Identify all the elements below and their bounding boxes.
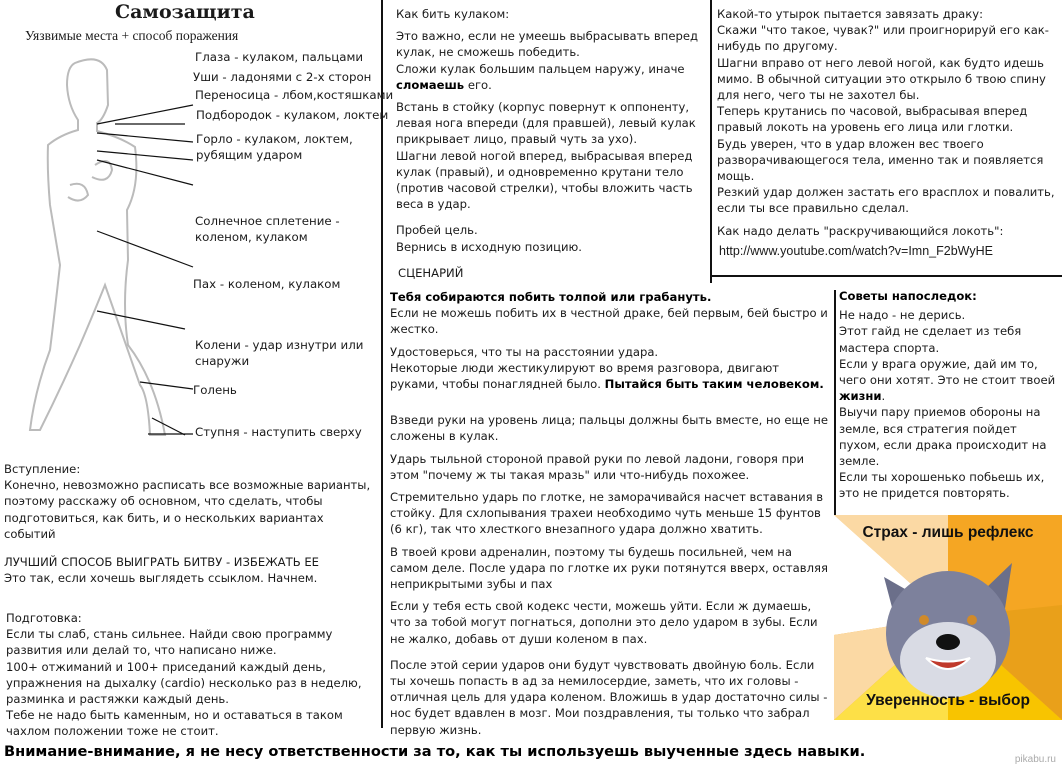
punch-section [396,6,702,281]
video-label: Как надо делать "раскручивающийся локоть": [717,223,1004,238]
watermark: pikabu.ru [1014,754,1056,765]
scenario-text: После этой серии ударов они будут чувствовать двойную боль. Если ты хочешь попасть в ад за немилосердие, заметь, что их головы - отличная цель для удара коленом. Вложишь в удар достаточно силы - нос будет вдавлен в мозг. Мои поздравления, ты только что забрал первую жизнь. [390,657,828,737]
section-divider [712,275,1062,277]
courage-wolf-meme [834,515,1062,720]
heading-text: Советы напоследок: [839,289,977,303]
video-link[interactable]: http://www.youtube.com/watch?v=Imn_F2bWyHE [719,243,993,258]
tips-heading [839,288,1061,304]
label-line: коленом, кулаком [195,230,308,244]
target-label-throat [196,131,353,163]
punk-line: Какой-то утырок пытается завязать драку: [717,7,983,21]
tip: Если ты хорошенько побьешь их, это не придется повторять. [839,470,1045,501]
punch-heading: Как бить кулаком: [396,7,510,21]
punch-text: Пробей цель. [396,223,478,238]
text: Если у врага оружие, дай им то, чего они хотят. Это не стоит твоей [839,356,1056,388]
punch-text: Вернись в исходную позицию. [396,239,582,254]
intro-section [4,461,374,586]
punk-line: Резкий удар должен застать его врасплох и повалить, если ты все правильно сделал. [717,185,1055,216]
tip: Не надо - не дерись. [839,308,966,323]
punch-text: Шагни левой ногой вперед, выбрасывая вперед кулак (правый), и одновременно крутани тело (против часовой стрелки), чтобы вложить часть веса в удар. [396,148,693,212]
target-label-ears: Уши - ладонями с 2-х сторон [193,70,372,84]
text: . [881,389,886,404]
target-label-chin: Подбородок - кулаком, локтем [196,108,389,122]
preparation-line: 100+ отжиманий и 100+ приседаний каждый день, упражнения на дыхалку (cardio) несколько раз в неделю, разминка и растяжки каждый день. [6,659,362,707]
punch-text: Встань в стойку (корпус повернут к оппоненту, левая нога впереди (для правшей), левый кулак прикрывает лицо, правый чуть за ухо). [396,100,696,147]
punch-text [396,61,702,93]
label-line: Колени - удар изнутри или [195,338,364,352]
scenario-text: Удостоверься, что ты на расстоянии удара. [390,344,659,359]
target-label-eyes: Глаза - кулаком, пальцами [195,50,364,64]
target-label-solar-plexus [195,213,340,245]
emphasis: сломаешь [396,77,465,92]
scenario-text: Ударь тыльной стороной правой руки по левой ладони, говоря при этом "почему ж ты такая мразь" или что-нибудь похожее. [390,451,805,482]
scenario-section [390,289,830,744]
target-label-knees [195,337,363,369]
punk-line: Будь уверен, что в удар вложен вес твоего разворачивающегося тела, именно так и появляется мощь. [717,136,1044,184]
meme-top-text: Страх - лишь рефлекс [862,524,1034,541]
text: его. [464,77,492,92]
page-subtitle: Уязвимые места + способ поражения [25,28,239,43]
target-label-shin: Голень [193,383,237,397]
text: Некоторые люди жестикулируют во время разговора, двигают руками, чтобы понаглядней было. [390,360,780,392]
preparation-line: Если ты слаб, стань сильнее. Найди свою программу развития или делай то, что написано ниже. [6,627,333,658]
disclaimer: Внимание-внимание, я не несу ответственности за то, как ты используешь выученные здесь навыки. [4,743,866,760]
emphasis: Пытайся быть таким человеком. [604,377,824,392]
intro-text: Конечно, невозможно расписать все возможные варианты, поэтому расскажу об основном, что сделать, чтобы подготовиться, как бить, и о нескольких вариантах событий [4,478,371,541]
punch-text: Это важно, если не умеешь выбрасывать вперед кулак, не сможешь победить. [396,29,698,60]
page-title: Самозащита [115,1,255,23]
meme-bottom-text: Уверенность - выбор [866,692,1030,709]
scenario-label: СЦЕНАРИЙ [398,265,464,280]
scenario-heading [390,289,830,305]
tip [839,356,1061,405]
scenario-text: Если у тебя есть свой кодекс чести, можешь уйти. Если ж думаешь, что за тобой могут погнаться, дополни это дело ударом в зубы. Если не жалко, добавь от души коленом в пах. [390,599,818,646]
column-divider [834,290,836,515]
human-outline-icon [30,59,165,435]
tips-section [839,288,1061,502]
wolf-image [834,515,1062,720]
scenario-text: Взведи руки на уровень лица; пальцы должны быть вместе, но еще не сложены в кулак. [390,413,828,444]
punk-line: Скажи "что такое, чувак?" или проигнорируй его как-нибудь по другому. [717,23,1049,54]
emphasis: жизни [839,389,882,404]
scenario-text: Если не можешь побить их в честной драке, бей первым, бей быстро и жестко. [390,306,828,337]
label-line: снаружи [195,354,250,368]
motto: ЛУЧШИЙ СПОСОБ ВЫИГРАТЬ БИТВУ - ИЗБЕЖАТЬ ЕЕ [4,555,319,570]
intro-heading: Вступление: [4,462,81,476]
scenario-text [390,360,830,392]
tip: Выучи пару приемов обороны на земле, вся стратегия пойдет пухом, если драка происходит на земле. [839,405,1047,469]
tip: Этот гайд не сделает из тебя мастера спорта. [839,324,1022,355]
scenario-text: Стремительно ударь по глотке, не заморачивайся насчет вставания в стойку. Для схлопывания трахеи необходимо чуть меньше 15 фунтов (6 кг), так что хлесткого внезапного удара должно хватить. [390,490,824,537]
label-line: Солнечное сплетение - [195,214,340,228]
scenario-text: В твоей крови адреналин, поэтому ты будешь посильней, чем на самом деле. После удара по глотке их руки потянутся вверх, оставляя неприкрытыми зубы и пах [390,544,828,592]
column-divider [710,0,712,283]
punk-section [717,6,1062,259]
pointer-lines [97,105,193,435]
target-label-nose-bridge: Переносица - лбом,костяшками [195,88,394,102]
target-label-groin: Пах - коленом, кулаком [193,277,341,291]
heading-text: Тебя собираются побить толпой или грабануть. [390,290,712,304]
preparation-line: Тебе не надо быть каменным, но и оставаться в таком чахлом положении тоже не стоит. [6,708,343,739]
punk-line: Шагни вправо от него левой ногой, как будто идешь мимо. В обычной ситуации это открыло б твою спину для него, чего ты не захотел бы. [717,55,1046,103]
label-line: рубящим ударом [196,148,303,162]
preparation-heading: Подготовка: [6,611,82,625]
label-line: Горло - кулаком, локтем, [196,132,353,146]
target-label-foot: Ступня - наступить сверху [195,425,362,439]
preparation-section [6,610,374,740]
text: Сложи кулак большим пальцем наружу, иначе [396,61,685,76]
punk-line: Теперь крутанись по часовой, выбрасывая вперед правый локоть на уровень его лица или глотки. [717,104,1028,135]
motto-reply: Это так, если хочешь выглядеть ссыклом. Начнем. [4,571,318,586]
